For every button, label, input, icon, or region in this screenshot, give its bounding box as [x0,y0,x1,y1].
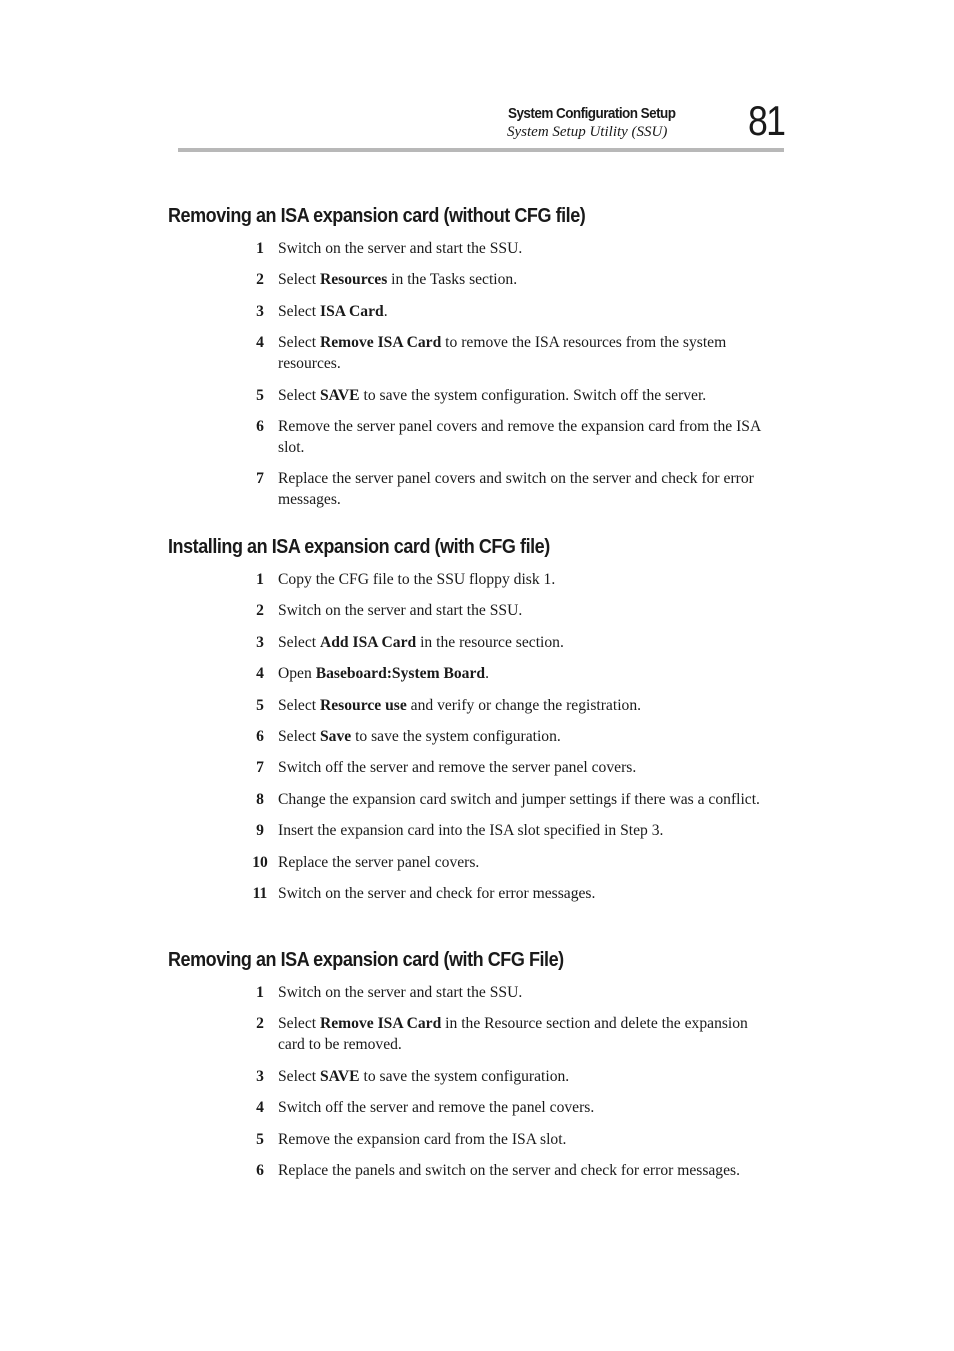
step-text [278,418,760,456]
step-item [168,238,778,259]
step-text-plain: Switch off the server and remove the server panel covers. [278,759,637,777]
step-text-plain: Select [278,302,320,320]
step-number: 1 [256,571,264,588]
step-text-plain: Select [278,633,320,651]
step-text-ui-term: Add ISA Card [320,633,417,651]
step-text [278,571,555,588]
header-rule [178,148,784,152]
step-text [278,1099,594,1116]
step-text [278,854,479,871]
step-number: 4 [256,334,264,352]
step-item [168,632,778,653]
step-text-ui-term: SAVE [320,386,360,404]
step-text-plain: Switch off the server and remove the panel covers. [278,1099,595,1117]
step-text-plain: Remove the expansion card from the ISA slot. [278,1130,567,1148]
step-text [278,634,564,651]
step-number: 10 [252,853,268,871]
step-text-ui-term: ISA Card [320,302,384,320]
step-text-plain: to save the system configuration. [359,1067,570,1085]
step-text-plain: Replace the server panel covers. [278,853,480,871]
step-text [278,665,489,682]
page-number: 81 [748,97,785,144]
step-text [278,984,522,1001]
step-item [168,468,778,510]
step-text-plain: Select [278,1015,320,1033]
step-text-ui-term: Save [320,727,352,745]
step-item [168,726,778,747]
step-text-plain: in the Tasks section. [387,271,518,289]
step-item [168,883,778,904]
step-text [278,240,522,257]
step-text-plain: Switch on the server and check for error messages. [278,884,596,902]
step-text-plain: Open [278,665,316,683]
step-text-plain: . [485,665,489,683]
step-text [278,759,636,776]
step-text [278,334,726,372]
step-number: 7 [256,759,264,777]
steps-list [168,569,778,904]
step-text [278,387,706,404]
step-text-plain: Select [278,727,320,745]
step-item [168,1160,778,1181]
step-text-plain: Replace the server panel covers and switch on the server and check for error messages. [278,470,754,509]
step-text-ui-term: Resource use [320,696,407,714]
step-text-plain: Switch on the server and start the SSU. [278,602,523,620]
section-heading: Removing an ISA expansion card (without CFG file) [168,205,586,227]
step-number: 8 [256,790,264,808]
step-item [168,982,778,1003]
step-text-plain: Select [278,1067,320,1085]
step-item [168,600,778,621]
step-item [168,385,778,406]
step-number: 6 [256,417,264,435]
step-number: 5 [256,696,264,714]
step-text-plain: Change the expansion card switch and jumper settings if there was a conflict. [278,790,760,808]
step-text-plain: in the Resource section and delete the expansion card to be removed. [278,1015,748,1054]
step-text [278,1131,566,1148]
step-text-plain: to save the system configuration. [351,727,561,745]
step-text-plain: . [383,302,388,320]
step-item [168,663,778,684]
step-text-ui-term: Resources [320,271,388,289]
step-text-plain: Select [278,386,320,404]
step-number: 1 [256,240,264,257]
step-number: 3 [256,302,264,320]
step-item [168,757,778,778]
step-text [278,791,760,808]
step-text-ui-term: Remove ISA Card [320,334,442,352]
step-item [168,695,778,716]
step-text [278,303,388,320]
section-removing-without-cfg [168,204,778,521]
step-text [278,602,522,619]
step-number: 4 [256,1099,264,1117]
step-text [278,885,595,902]
step-text [278,271,517,288]
step-item [168,1097,778,1118]
step-text-plain: Replace the panels and switch on the server and check for error messages. [278,1161,740,1179]
step-number: 6 [256,1161,264,1179]
step-number: 6 [256,727,264,745]
step-number: 4 [256,665,264,683]
step-item [168,852,778,873]
step-text [278,1015,748,1053]
step-text [278,1068,569,1085]
step-text-plain: Select [278,271,320,289]
step-text [278,697,641,714]
step-text-plain: to save the system configuration. Switch off the server. [359,386,707,404]
step-text-plain: Switch on the server and start the SSU. [278,240,523,257]
step-text [278,470,754,508]
section-heading: Removing an ISA expansion card (with CFG File) [168,949,564,971]
step-text-plain: Copy the CFG file to the SSU floppy disk 1. [278,571,556,588]
step-text-plain: Remove the server panel covers and remove the expansion card from the ISA slot. [278,417,761,456]
step-number: 7 [256,470,264,488]
step-item [168,269,778,290]
step-number: 3 [256,1067,264,1085]
step-text-plain: in the resource section. [416,633,564,651]
step-item [168,1129,778,1150]
step-number: 5 [256,1130,264,1148]
section-installing-with-cfg [168,535,778,914]
section-heading: Installing an ISA expansion card (with CFG file) [168,536,550,558]
step-text [278,728,561,745]
step-text-plain: Select [278,334,320,352]
step-item [168,416,778,458]
step-number: 2 [256,271,264,289]
step-item [168,820,778,841]
step-text-plain: Select [278,696,320,714]
step-item [168,789,778,810]
steps-list [168,238,778,510]
step-number: 2 [256,1015,264,1033]
step-text-ui-term: Baseboard:System Board [315,665,486,683]
step-number: 3 [256,633,264,651]
step-number: 5 [256,386,264,404]
step-text-plain: Switch on the server and start the SSU. [278,984,523,1001]
steps-list [168,982,778,1181]
step-item [168,1066,778,1087]
chapter-title: System Configuration Setup [508,105,676,122]
section-removing-with-cfg [168,948,778,1191]
step-item [168,301,778,322]
step-text-plain: and verify or change the registration. [406,696,642,714]
section-title: System Setup Utility (SSU) [507,124,668,140]
step-text-ui-term: SAVE [320,1067,360,1085]
step-number: 11 [252,884,268,902]
step-number: 9 [256,822,264,840]
step-item [168,569,778,590]
step-text-plain: to remove the ISA resources from the system resources. [278,334,727,373]
step-number: 2 [256,602,264,620]
step-text-ui-term: Remove ISA Card [320,1015,442,1033]
step-number: 1 [256,984,264,1001]
step-text [278,822,663,839]
step-item [168,1013,778,1055]
step-text-plain: Insert the expansion card into the ISA slot specified in Step 3. [278,822,664,840]
step-text [278,1162,740,1179]
step-item [168,332,778,374]
